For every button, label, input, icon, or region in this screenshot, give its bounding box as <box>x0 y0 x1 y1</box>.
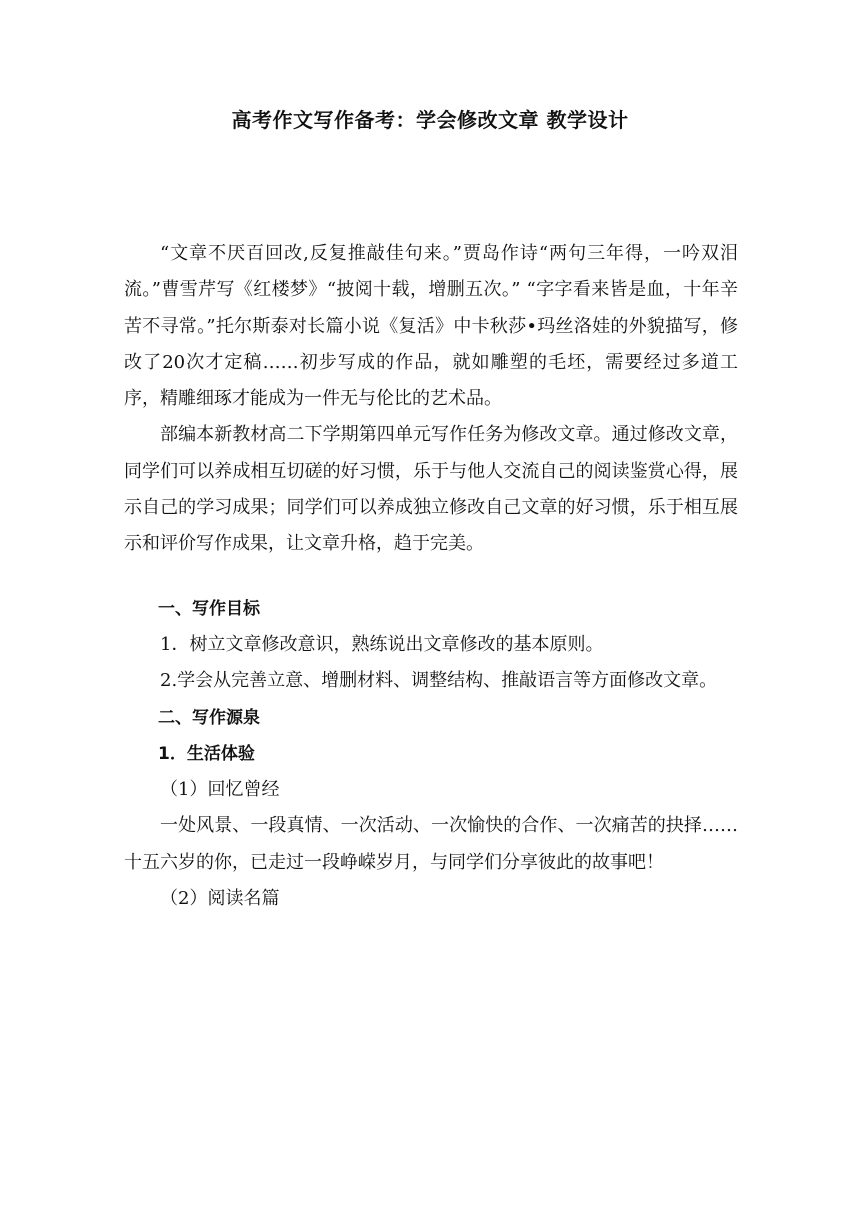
intro-paragraph-1: “文章不厌百回改,反复推敲佳句来。”贾岛作诗“两句三年得，一吟双泪流。”曹雪芹写《红楼梦》“披阅十载，增删五次。” “字字看来皆是血，十年辛苦不寻常。”托尔斯泰对长篇小说《复活》中卡秋莎•玛丝洛娃的外貌描写，修改了20次才定稿……初步写成的作品，就如雕塑的毛坯，需要经过多道工序，精雕细琢才能成为一件无与伦比的艺术品。 <box>124 243 738 410</box>
intro-paragraph-2: 部编本新教材高二下学期第四单元写作任务为修改文章。通过修改文章，同学们可以养成相互切磋的好习惯，乐于与他人交流自己的阅读鉴赏心得，展示自己的学习成果；同学们可以养成独立修改自己文章的好习惯，乐于相互展示和评价写作成果，让文章升格，趋于完美。 <box>124 424 738 555</box>
section-heading-goals: 一、写作目标 <box>158 598 260 619</box>
subheading-life-experience: 1．生活体验 <box>158 743 255 764</box>
goal-item-2: 2.学会从完善立意、增删材料、调整结构、推敲语言等方面修改文章。 <box>160 670 718 692</box>
section-spacer <box>124 563 738 591</box>
item-label-reading: （2）阅读名篇 <box>160 888 280 910</box>
item-label-recall: （1）回忆曾经 <box>160 779 280 801</box>
document-title: 高考作文写作备考：学会修改文章 教学设计 <box>231 108 629 132</box>
document-body <box>124 236 738 917</box>
section-heading-sources: 二、写作源泉 <box>158 707 260 728</box>
item-text-recall: 一处风景、一段真情、一次活动、一次愉快的合作、一次痛苦的抉择……十五六岁的你，已走过一段峥嵘岁月，与同学们分享彼此的故事吧！ <box>124 815 738 873</box>
goal-item-1: 1．树立文章修改意识，熟练说出文章修改的基本原则。 <box>160 633 604 655</box>
